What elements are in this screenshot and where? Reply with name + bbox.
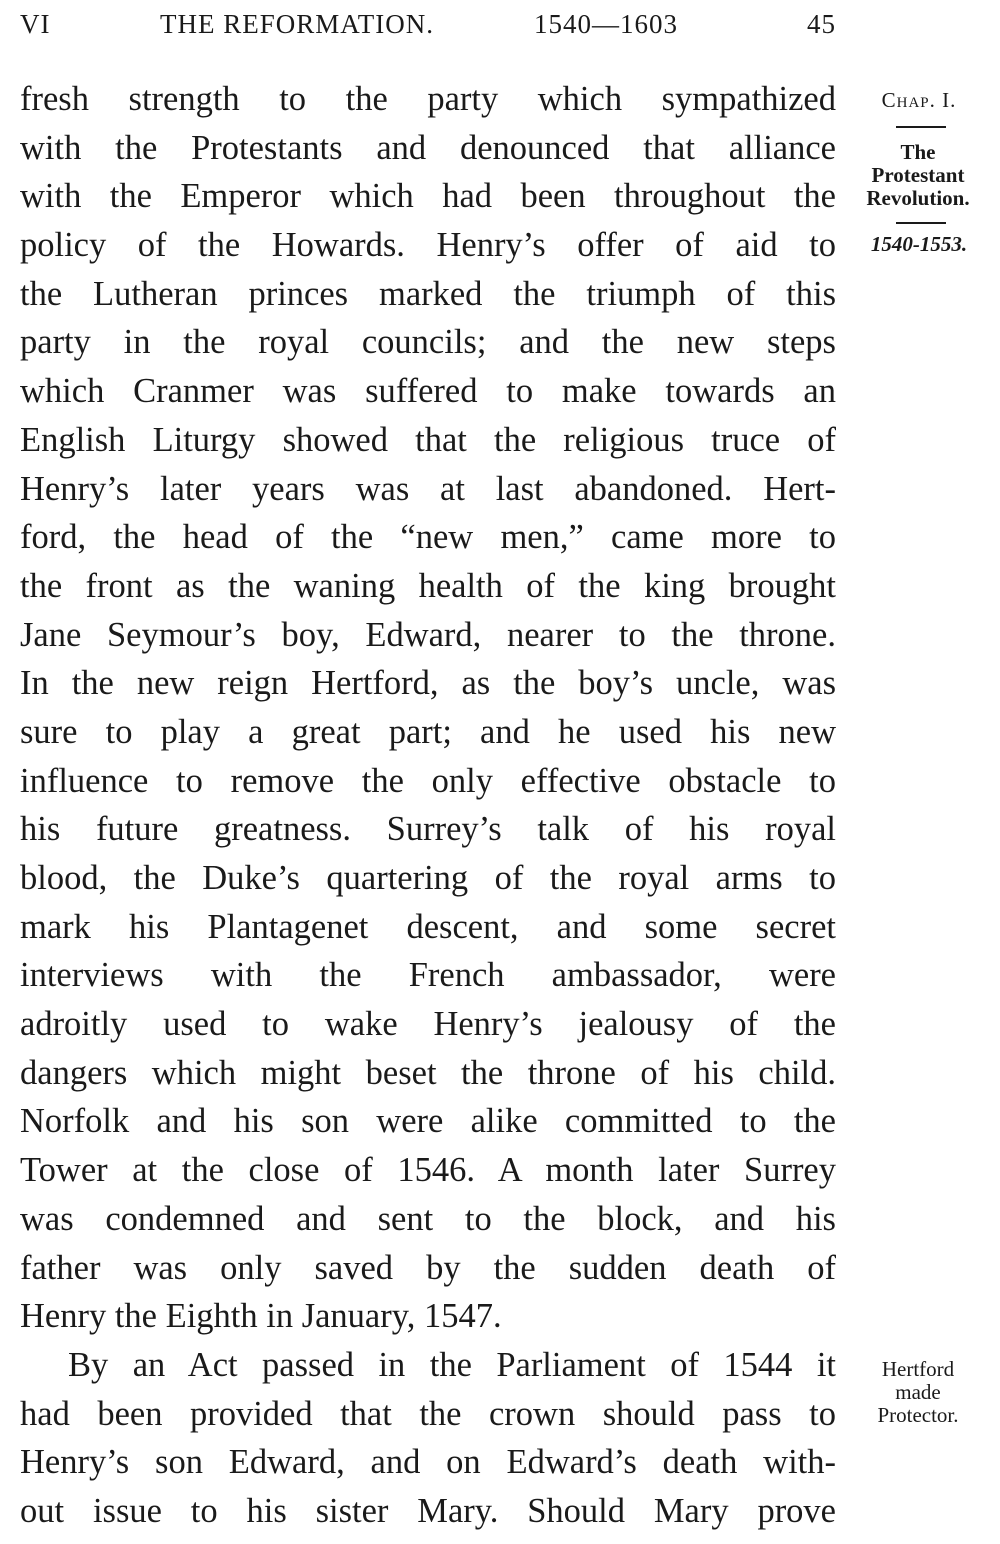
text-line: policy of the Howards. Henry’s offer of aid to	[20, 226, 836, 265]
sidenote-line: Protector.	[877, 1403, 959, 1427]
text-line: blood, the Duke’s quartering of the royal arms to	[20, 859, 836, 897]
text-line: Tower at the close of 1546. A month later Surrey	[20, 1151, 836, 1190]
text-line: dangers which might beset the throne of his child.	[20, 1053, 836, 1092]
header-date-range: 1540—1603	[534, 9, 678, 39]
paragraph-last-line: Henry the Eighth in January, 1547.	[20, 1297, 502, 1336]
sidenote-section-dates: 1540-1553.	[870, 232, 968, 256]
paragraph-first-line: By an Act passed in the Parliament of 1544 it	[68, 1345, 836, 1384]
sidenote-line: Hertford	[881, 1357, 955, 1381]
page-number: 45	[807, 9, 836, 39]
sidenote-rule	[896, 126, 946, 128]
text-line: out issue to his sister Mary. Should Mary prove	[20, 1491, 836, 1530]
text-line: party in the royal councils; and the new steps	[20, 323, 836, 362]
text-line: interviews with the French ambassador, were	[20, 956, 836, 995]
text-line: father was only saved by the sudden death of	[20, 1248, 836, 1287]
text-line: with the Protestants and denounced that alliance	[20, 128, 836, 167]
sidenote-line: made	[895, 1380, 941, 1404]
text-line: mark his Plantagenet descent, and some secret	[20, 907, 836, 946]
text-line: Jane Seymour’s boy, Edward, nearer to the throne.	[20, 615, 836, 654]
text-line: adroitly used to wake Henry’s jealousy of the	[20, 1005, 836, 1044]
sidenote-section-title-line: Protestant	[871, 163, 965, 187]
text-line: Norfolk and his son were alike committed to the	[20, 1102, 836, 1141]
text-line: sure to play a great part; and he used his new	[20, 712, 836, 751]
sidenote-section-title-line: The	[900, 140, 936, 164]
body-text	[20, 75, 836, 1536]
running-title: THE REFORMATION.	[160, 9, 435, 39]
text-line: with the Emperor which had been throughout the	[20, 177, 836, 216]
sidenote-section-title	[842, 141, 994, 210]
text-line: ford, the head of the “new men,” came more to	[20, 518, 836, 557]
sidenote-hertford-protector	[842, 1358, 994, 1427]
text-line: English Liturgy showed that the religious truce of	[20, 420, 836, 459]
text-line: was condemned and sent to the block, and his	[20, 1199, 836, 1238]
chapter-number: VI	[20, 9, 51, 39]
sidenote-chapter-label: Chap. I.	[881, 88, 957, 112]
text-line: his future greatness. Surrey’s talk of his royal	[20, 810, 836, 849]
running-header	[20, 6, 840, 42]
text-line: Henry’s son Edward, and on Edward’s death with-	[20, 1443, 836, 1482]
sidenote-rule	[896, 222, 946, 224]
text-line: fresh strength to the party which sympathized	[20, 80, 836, 118]
sidenote-section-title-line: Revolution.	[866, 186, 970, 210]
text-line: which Cranmer was suffered to make towards an	[20, 372, 836, 411]
text-line: Henry’s later years was at last abandoned. Hert-	[20, 469, 836, 508]
text-line: In the new reign Hertford, as the boy’s uncle, was	[20, 664, 836, 703]
text-line: influence to remove the only effective obstacle to	[20, 761, 836, 800]
text-line: the front as the waning health of the king brought	[20, 566, 836, 605]
text-line: had been provided that the crown should pass to	[20, 1394, 836, 1433]
text-line: the Lutheran princes marked the triumph of this	[20, 274, 836, 313]
